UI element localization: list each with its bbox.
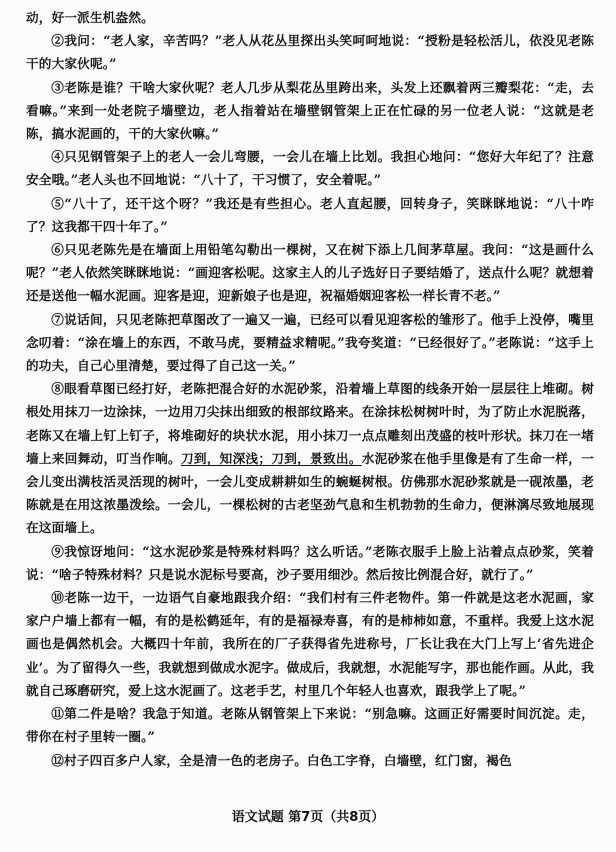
paragraph-7: ⑦说话间，只见老陈把草图改了一遍又一遍，已经可以看见迎客松的雏形了。他手上没停，嘴里念叨着：“涂在墙上的东西，不敢马虎，要精益求精呢。”我夸奖道：“已经很好了。”老陈说：“这手上的功夫，自己心里清楚，要过得了自己这一关。” — [26, 311, 594, 374]
paragraph-5: ⑤“八十了，还干这个呀？”我还是有些担心。老人直起腰，回转身子，笑眯眯地说：“八十咋了？这我都干四十年了。” — [26, 195, 594, 234]
passage-body — [26, 6, 594, 772]
paragraph-6: ⑥只见老陈先是在墙面上用铅笔勾勒出一棵树，又在树下添上几间茅草屋。我问：“这是画什么呢？”老人依然笑眯眯地说：“画迎客松呢。这家主人的儿子选好日子要结婚了，送点什么呢？就想着还是送他一幅水泥画。迎客是迎，迎新娘子也是迎，祝福婚姻迎客松一样长青不老。” — [26, 242, 594, 304]
paragraph-11: ⑪第二件是啥？我急于知道。老陈从钢管架上下来说：“别急嘛。这画正好需要时间沉淀。走，带你在村子里转一圈。” — [26, 706, 594, 745]
paragraph-8-after: 水泥砂浆在他手里像是有了生命一样，一会儿变出满枝活灵活现的树叶，一会儿变成耕耕如生的蜿蜒树根。仿佛那水泥砂浆就是一砚浓墨，老陈就是在用这浓墨泼绘。一会儿，一棵松树的古老坚劲气息和生机勃勃的生命力，便淋漓尽致地展现在这面墙上。 — [26, 450, 594, 536]
paragraph-2: ②我问：“老人家，辛苦吗？”老人从花丛里探出头笑呵呵地说：“授粉是轻松活儿，依没见老陈干的大家伙呢。” — [26, 33, 594, 72]
paragraph-8 — [26, 377, 594, 539]
paragraph-3: ③老陈是谁？干啥大家伙呢？老人几步从梨花丛里跨出来，头发上还飘着两三瓣梨花：“走，去看嘛。”来到一处老院子墙壁边，老人指着站在墙壁钢管架上正在忙碌的另一位老人说：“这就是老陈，搞水泥画的，干的大家伙嘛。” — [26, 79, 594, 142]
paragraph-12: ⑫村子四百多户人家，全是清一色的老房子。白色工字脊，白墙壁，红门窗，褐色 — [51, 752, 512, 768]
paragraph-9: ⑨我惊讶地问：“这水泥砂浆是特殊材料吗？这么听话。”老陈衣服手上脸上沾着点点砂浆，笑着说：“啥子特殊材料？只是说水泥标号要高，沙子要用细沙。然后按比例混合好，就行了。” — [26, 543, 594, 582]
paragraph-10: ⑩老陈一边干，一边语气自豪地跟我介绍：“我们村有三件老物件。第一件就是这老水泥画，家家户户墙上都有一幅，有的是松鹤延年，有的是福禄寿喜，有的是柿柿如意，不重样。我爱上这水泥画也是偶然机会。大概四十年前，我所在的厂子获得省先进称号，厂长让我在大门上写上‘省先进企业’。为了留得久一些，我就想到做成水泥字。做成后，我就想，水泥能写字，那也能作画。从此，我就自己琢磨研究，爱上这水泥画了。这老手艺，村里几个年轻人也喜欢，跟我学上了呢。” — [26, 590, 594, 698]
page-footer: 语文试题 第7页（共8页） — [231, 810, 385, 825]
paragraph-4: ④只见钢管架子上的老人一会儿弯腰，一会儿在墙上比划。我担心地问：“您好大年纪了？注意安全哦。”老人头也不回地说：“八十了，干习惯了，安全着呢。” — [26, 149, 594, 188]
underlined-sentence: 刀到，知深浅；刀到，景致出。 — [180, 450, 362, 466]
paragraph-8-before: ⑧眼看草图已经打好，老陈把混合好的水泥砂浆，沿着墙上草图的线条开始一层层往上堆砌。树根处用抹刀一边涂抹，一边用刀尖抹出细致的根部纹路来。在涂抹松树树叶时，为了防止水泥脱落，老陈又在墙上钉上钉子，将堆砌好的块状水泥，用小抹刀一点点雕刻出茂盛的枝叶形状。抹刀在一堵墙上来回舞动，叮当作响。 — [26, 381, 594, 466]
paragraph-0: 动，好一派生机盎然。 — [26, 10, 154, 25]
